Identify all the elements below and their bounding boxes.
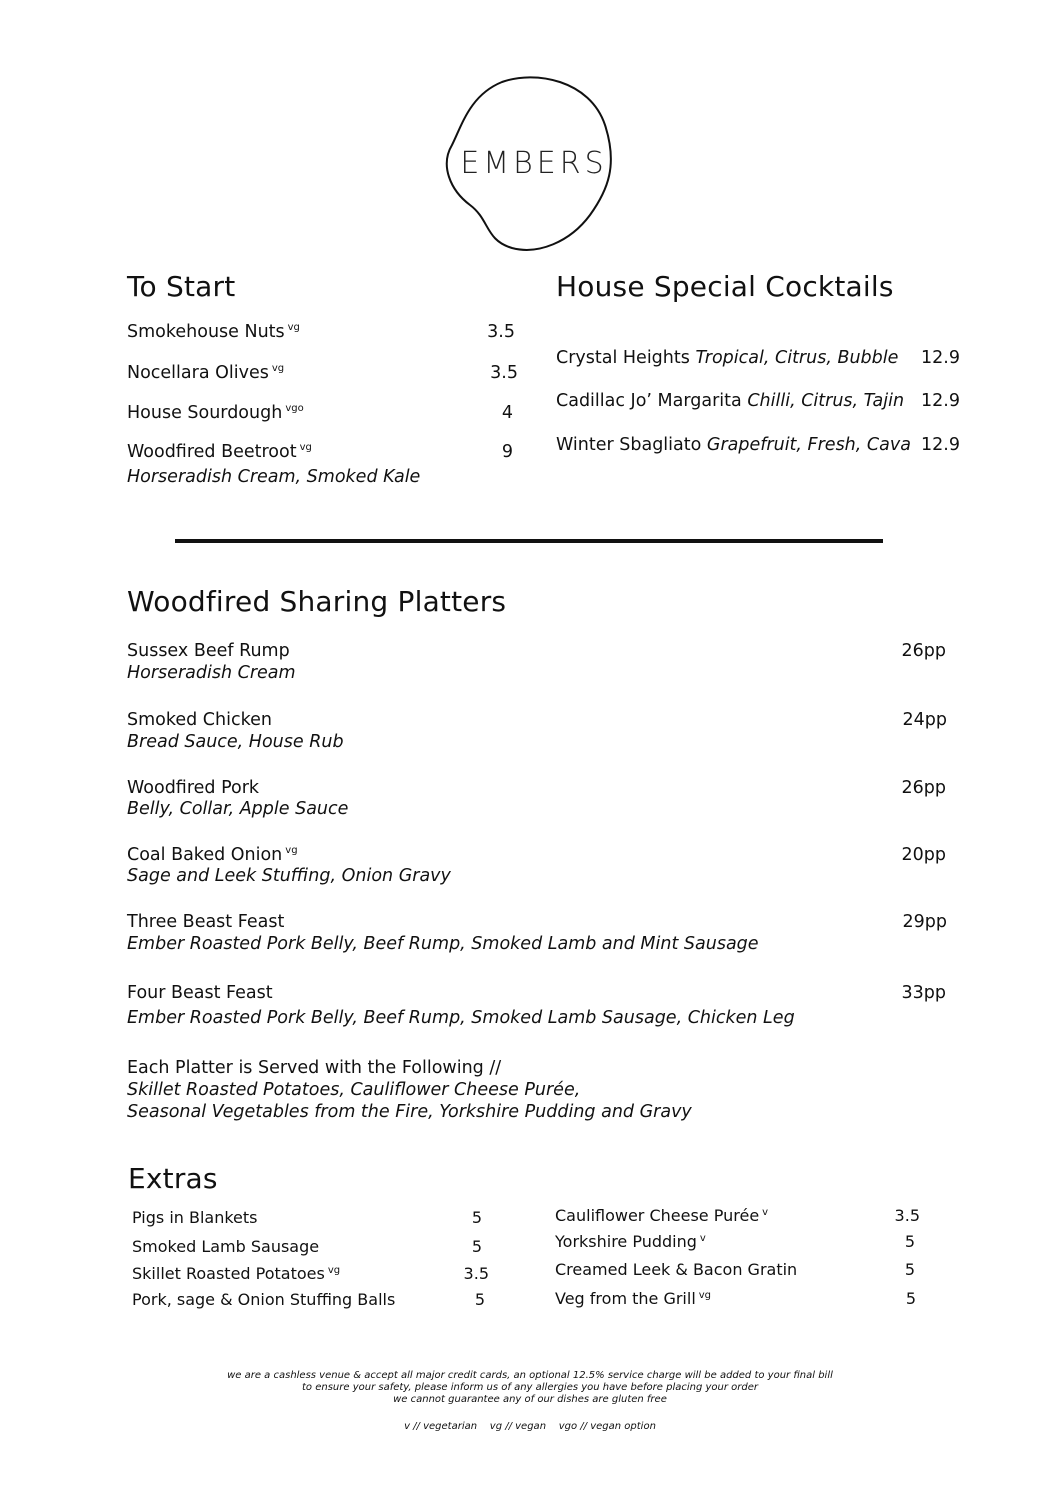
footer-note: we are a cashless venue & accept all major credit cards, an optional 12.5% service charge will be added to your final bill [227,1370,833,1381]
item-price: 5 [474,1290,485,1309]
served-with-heading: Each Platter is Served with the Following // [127,1058,502,1078]
section-divider [175,539,883,543]
item-name: Three Beast Feast [127,912,285,932]
item-price: 3.5 [463,1264,489,1283]
item-price: 12.9 [921,435,960,455]
item-price: 5 [904,1232,915,1251]
item-name: Sussex Beef Rump [127,641,290,661]
diet-tag: v [762,1206,769,1218]
diet-tag: vg [287,322,300,334]
diet-tag: vgo [285,403,304,415]
item-desc: Ember Roasted Pork Belly, Beef Rump, Smoked Lamb Sausage, Chicken Leg [127,1008,795,1028]
item-name: Crystal Heights [556,348,690,368]
item-name: Smokehouse Nuts [127,322,285,342]
item-name: Pigs in Blankets [132,1208,258,1227]
diet-tag: vg [299,442,312,454]
item-desc: Bread Sauce, House Rub [127,732,344,752]
item-price: 29pp [902,912,947,932]
footer-note: to ensure your safety, please inform us of any allergies you have before placing your order [302,1382,758,1393]
footer-note: we cannot guarantee any of our dishes are gluten free [393,1394,667,1405]
item-price: 5 [471,1237,482,1256]
item-name: Yorkshire Pudding [555,1232,697,1251]
diet-legend: v // vegetarian vg // vegan vgo // vegan option [404,1421,656,1432]
item-price: 26pp [901,778,946,798]
logo-text: EMBERS [460,146,608,181]
served-with-line: Seasonal Vegetables from the Fire, Yorkshire Pudding and Gravy [127,1102,692,1122]
item-price: 5 [471,1208,482,1227]
item-price: 12.9 [921,348,960,368]
diet-tag: vg [327,1264,341,1276]
diet-tag: vg [285,845,298,857]
platters-title: Woodfired Sharing Platters [127,585,507,618]
item-name: Cadillac Jo’ Margarita [556,391,742,411]
item-price: 9 [501,442,513,462]
item-desc: Sage and Leek Stuffing, Onion Gravy [127,866,451,886]
item-name: House Sourdough [127,403,283,423]
diet-tag: vg [698,1289,712,1301]
item-desc: Chilli, Citrus, Tajin [747,391,905,411]
item-name: Cauliflower Cheese Purée [555,1206,760,1225]
diet-tag: vg [271,363,285,375]
item-price: 26pp [901,641,946,661]
item-desc: Horseradish Cream, Smoked Kale [127,467,421,487]
item-price: 33pp [901,983,946,1003]
item-price: 3.5 [487,322,515,342]
item-price: 12.9 [921,391,960,411]
item-desc: Ember Roasted Pork Belly, Beef Rump, Smoked Lamb and Mint Sausage [127,934,759,954]
item-name: Skillet Roasted Potatoes [132,1264,325,1283]
cocktails-title: House Special Cocktails [556,270,894,303]
item-name: Four Beast Feast [127,983,273,1003]
item-name: Smoked Chicken [127,710,272,730]
item-name: Veg from the Grill [555,1289,696,1308]
item-name: Woodfired Pork [127,778,260,798]
item-name: Coal Baked Onion [127,845,283,865]
to-start-title: To Start [127,270,236,303]
item-name: Nocellara Olives [127,363,269,383]
served-with-line: Skillet Roasted Potatoes, Cauliflower Cheese Purée, [127,1080,581,1100]
item-price: 3.5 [894,1206,920,1225]
item-desc: Tropical, Citrus, Bubble [695,348,899,368]
item-name: Woodfired Beetroot [127,442,297,462]
item-price: 5 [904,1260,915,1279]
item-price: 20pp [901,845,946,865]
item-price: 3.5 [490,363,518,383]
item-price: 4 [501,403,513,423]
item-price: 5 [905,1289,916,1308]
item-desc: Horseradish Cream [127,663,296,683]
logo [440,70,620,255]
diet-tag: v [699,1232,706,1244]
item-desc: Grapefruit, Fresh, Cava [706,435,911,455]
item-name: Smoked Lamb Sausage [132,1237,320,1256]
item-name: Creamed Leek & Bacon Gratin [555,1260,798,1279]
item-name: Winter Sbagliato [556,435,707,455]
extras-title: Extras [128,1162,218,1195]
item-desc: Belly, Collar, Apple Sauce [127,799,349,819]
item-name: Pork, sage & Onion Stuffing Balls [132,1290,396,1309]
item-price: 24pp [902,710,947,730]
